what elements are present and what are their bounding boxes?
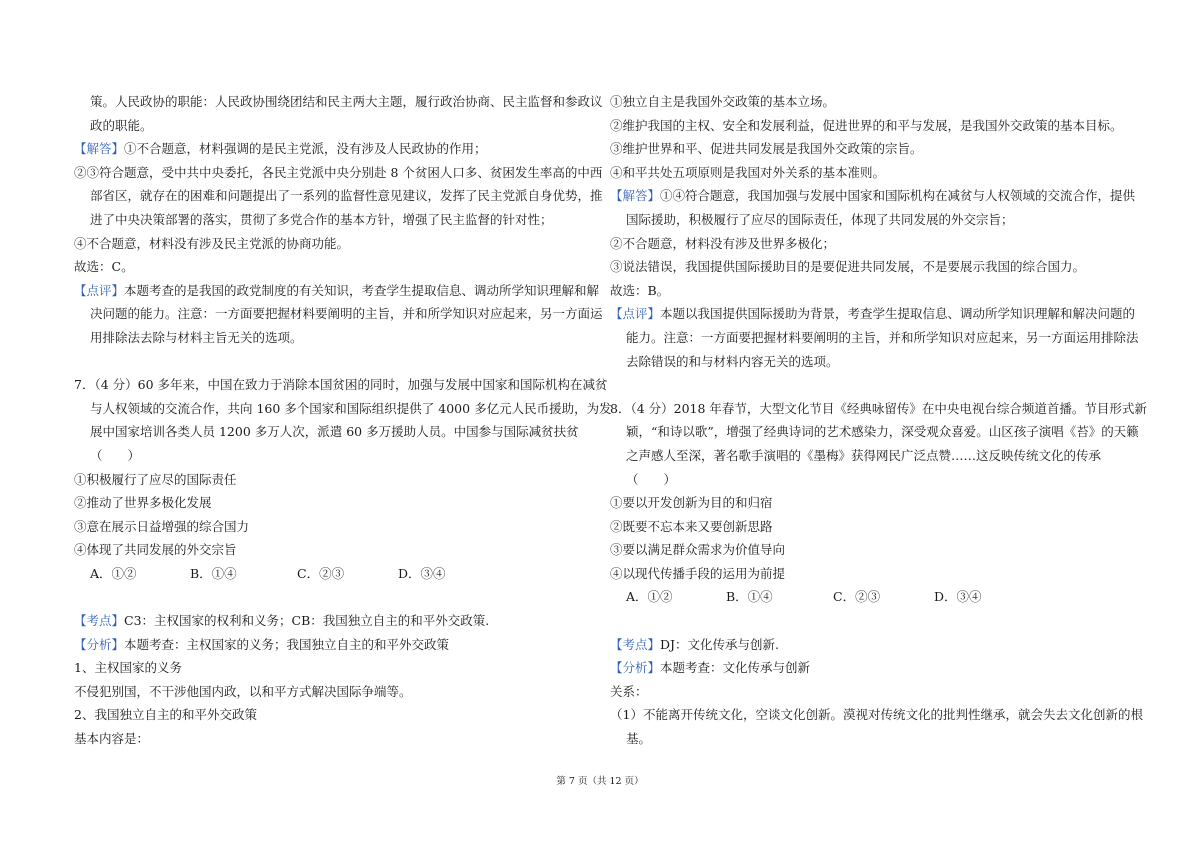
option-d: D．③④	[934, 589, 982, 605]
point-tag: 【考点】	[610, 636, 661, 652]
answer-tag: 【解答】	[610, 188, 661, 204]
answer-blank: （ ）	[90, 447, 141, 463]
option-a: A．①②	[90, 565, 137, 581]
question-8-stem: 8．（4 分）2018 年春节，大型文化节目《经典咏留传》在中央电视台综合频道首播。节目形式新	[610, 400, 1147, 416]
statement-4: ④以现代传播手段的运用为前提	[610, 565, 786, 581]
text-line: ④不合题意，材料没有涉及民主党派的协商功能。	[74, 235, 350, 251]
text-line: 与人权领域的交流合作，共向 160 多个国家和国际组织提供了 4000 多亿元人民币援助，为发	[90, 400, 612, 416]
text-line: 基。	[626, 731, 652, 747]
text-line: 关系：	[610, 683, 648, 699]
statement-2: ②推动了世界多极化发展	[74, 495, 212, 511]
text-line: 展中国家培训各类人员 1200 多万人次，派遣 60 多万援助人员。中国参与国际减贫扶贫	[90, 424, 579, 440]
analysis-text: 本题考查：文化传承与创新	[660, 660, 811, 676]
text-line: 用排除法去除与材料主旨无关的选项。	[90, 329, 303, 345]
text-line: 政的职能。	[90, 117, 153, 133]
text-line: ①独立自主是我国外交政策的基本立场。	[610, 94, 836, 109]
option-a: A．①②	[626, 589, 673, 605]
text-line: 不侵犯别国，不干涉他国内政，以和平方式解决国际争端等。	[74, 683, 412, 699]
text-line: ②不合题意，材料没有涉及世界多极化；	[610, 235, 836, 251]
spacer	[74, 585, 604, 609]
statement-2: ②既要不忘本来又要创新思路	[610, 518, 773, 534]
analysis-line	[610, 656, 1140, 680]
text-line: ②维护我国的主权、安全和发展利益，促进世界的和平与发展，是我国外交政策的基本目标。	[610, 117, 1123, 133]
answer-line	[74, 137, 604, 161]
option-b: B．①④	[726, 589, 773, 605]
text-line: （1）不能离开传统文化，空谈文化创新。漠视对传统文化的批判性继承，就会失去文化创新的根	[610, 707, 1143, 723]
answer-line	[610, 184, 1140, 208]
text-line: 去除错误的和与材料内容无关的选项。	[626, 353, 839, 369]
question-7-stem: 7．（4 分）60 多年来，中国在致力于消除本国贫困的同时，加强与发展中国家和国际机构在减贫	[74, 377, 608, 393]
text-line: 1、主权国家的义务	[74, 660, 182, 676]
comment-tag: 【点评】	[610, 306, 661, 322]
spacer	[610, 373, 1140, 397]
answer-tag: 【解答】	[74, 141, 125, 157]
text-line: 之声感人至深，著名歌手演唱的《墨梅》获得网民广泛点赞……这反映传统文化的传承	[626, 447, 1102, 463]
comment-text: 本题考查的是我国的政党制度的有关知识，考查学生提取信息、调动所学知识理解和解	[124, 282, 600, 298]
text-line: 2、我国独立自主的和平外交政策	[74, 707, 257, 723]
comment-text: 本题以我国提供国际援助为背景，考查学生提取信息、调动所学知识理解和解决问题的	[660, 306, 1136, 322]
text-line: ②③符合题意，受中共中央委托，各民主党派中央分别赴 8 个贫困人口多、贫困发生率高的中西	[74, 164, 603, 180]
choice-line: 故选：B。	[610, 282, 670, 298]
spacer	[74, 350, 604, 374]
point-tag: 【考点】	[74, 613, 125, 629]
option-c: C．②③	[833, 589, 881, 605]
answer-blank: （ ）	[626, 471, 677, 487]
analysis-tag: 【分析】	[74, 636, 125, 652]
text-line: 能力。注意：一方面要把握材料要阐明的主旨，并和所学知识对应起来，另一方面运用排除法	[626, 329, 1139, 345]
analysis-line	[74, 633, 604, 657]
question-7-options	[74, 562, 604, 586]
text-line: 策。人民政协的职能：人民政协围绕团结和民主两大主题，履行政治协商、民主监督和参政议	[90, 94, 603, 109]
analysis-text: 本题考查：主权国家的义务；我国独立自主的和平外交政策	[124, 636, 450, 652]
comment-tag: 【点评】	[74, 282, 125, 298]
right-column	[610, 90, 1147, 751]
text-line: ④和平共处五项原则是我国对外关系的基本准则。	[610, 164, 886, 180]
spacer	[610, 609, 1140, 633]
text-line: 国际援助，积极履行了应尽的国际责任，体现了共同发展的外交宗旨；	[626, 211, 1014, 227]
statement-1: ①积极履行了应尽的国际责任	[74, 471, 237, 487]
point-text: C3：主权国家的权利和义务；CB：我国独立自主的和平外交政策.	[124, 613, 490, 629]
comment-line	[610, 302, 1140, 326]
text-line: 基本内容是：	[74, 731, 150, 747]
point-text: DJ：文化传承与创新.	[660, 636, 780, 652]
left-column	[74, 90, 612, 751]
text-line: 颖，“和诗以歌”，增强了经典诗词的艺术感染力，深受观众喜爱。山区孩子演唱《苔》的天籁	[626, 424, 1139, 440]
comment-line	[74, 279, 604, 303]
text-line: 决问题的能力。注意：一方面要把握材料要阐明的主旨，并和所学知识对应起来，另一方面运	[90, 306, 603, 322]
point-line	[610, 633, 1140, 657]
statement-1: ①要以开发创新为目的和归宿	[610, 495, 773, 511]
option-d: D．③④	[398, 565, 446, 581]
question-8-options	[610, 585, 1140, 609]
text-line: 部省区，就存在的困难和问题提出了一系列的监督性意见建议，发挥了民主党派自身优势，推	[90, 188, 603, 204]
statement-3: ③意在展示日益增强的综合国力	[74, 518, 250, 534]
choice-line: 故选：C。	[74, 259, 134, 275]
point-line	[74, 609, 604, 633]
text-line: ③说法错误，我国提供国际援助目的是要促进共同发展，不是要展示我国的综合国力。	[610, 259, 1086, 275]
analysis-tag: 【分析】	[610, 660, 661, 676]
option-b: B．①④	[190, 565, 237, 581]
text-line: ③维护世界和平、促进共同发展是我国外交政策的宗旨。	[610, 141, 923, 157]
answer-text: ①不合题意，材料强调的是民主党派，没有涉及人民政协的作用；	[124, 141, 487, 157]
page-footer: 第 7 页（共 12 页）	[556, 776, 644, 787]
statement-3: ③要以满足群众需求为价值导向	[610, 542, 786, 558]
answer-text: ①④符合题意，我国加强与发展中国家和国际机构在减贫与人权领域的交流合作，提供	[660, 188, 1136, 204]
statement-4: ④体现了共同发展的外交宗旨	[74, 542, 237, 558]
option-c: C．②③	[297, 565, 345, 581]
text-line: 进了中央决策部署的落实，贯彻了多党合作的基本方针，增强了民主监督的针对性；	[90, 211, 553, 227]
